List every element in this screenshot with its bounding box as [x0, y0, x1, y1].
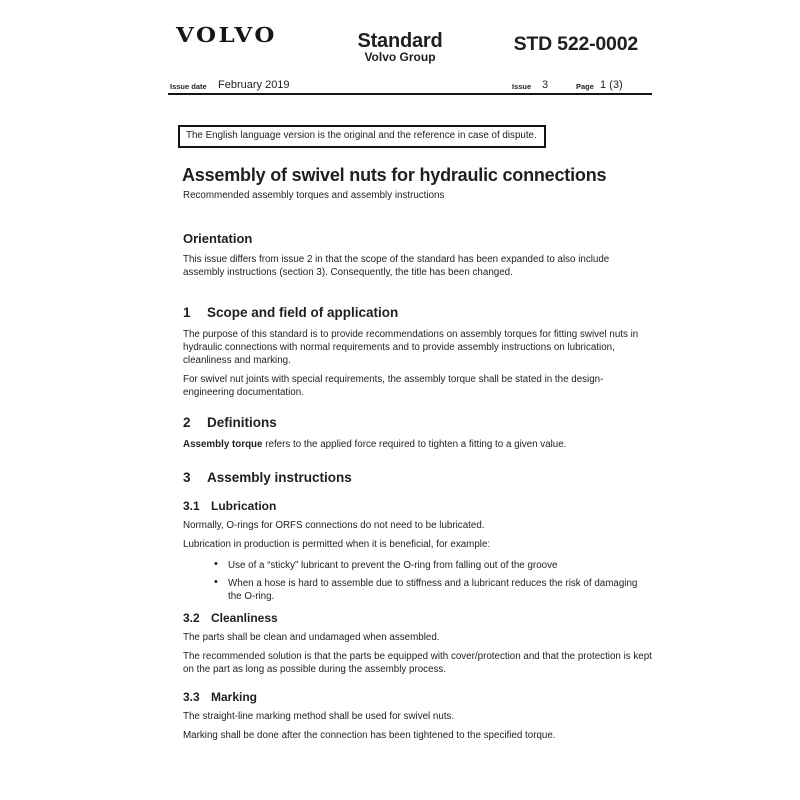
- section-2-title: Definitions: [207, 415, 277, 430]
- heading-section-3: [183, 470, 654, 486]
- document-title: Assembly of swivel nuts for hydraulic connections: [182, 165, 607, 185]
- section-3-number: 3: [183, 470, 191, 485]
- issue-date-label: Issue date: [170, 82, 207, 91]
- section-2-number: 2: [183, 415, 191, 430]
- heading-orientation: Orientation: [183, 231, 253, 246]
- section-1-number: 1: [183, 305, 191, 320]
- issue-row: [170, 79, 654, 91]
- section-2-definition: [183, 438, 652, 451]
- lubrication-bullet-list: [213, 559, 646, 603]
- notice-text: The English language version is the original and the reference in case of dispute.: [186, 130, 537, 141]
- section-3-2-paragraph-1: The parts shall be clean and undamaged when assembled.: [183, 632, 440, 643]
- heading-section-3-3: [183, 690, 654, 704]
- section-3-3-paragraph-1: The straight-line marking method shall be used for swivel nuts.: [183, 711, 455, 722]
- section-1-paragraph-2: For swivel nut joints with special requirements, the assembly torque shall be stated in the design-engineering documentation.: [183, 374, 604, 398]
- section-3-3-number: 3.3: [183, 690, 200, 704]
- page-label: Page: [576, 82, 594, 91]
- section-1-title: Scope and field of application: [207, 305, 399, 320]
- issue-date-value: February 2019: [218, 79, 290, 91]
- section-3-1-paragraph-2: Lubrication in production is permitted when it is beneficial, for example:: [183, 539, 491, 550]
- section-3-3-paragraph-2: Marking shall be done after the connection has been tightened to the specified torque.: [183, 730, 556, 741]
- section-3-2-number: 3.2: [183, 611, 200, 625]
- org-name: Volvo Group: [364, 50, 436, 64]
- section-1-paragraph-1: The purpose of this standard is to provide recommendations on assembly torques for fitting swivel nuts in hydraulic connections with normal requirements and to provide assembly instructions on lubrication, cleanliness and marking.: [183, 329, 639, 366]
- heading-section-3-2: [183, 611, 654, 625]
- issue-label: Issue: [512, 82, 532, 91]
- document-subtitle: Recommended assembly torques and assembly instructions: [183, 190, 445, 201]
- volvo-logo: VOLVO: [176, 23, 277, 48]
- section-3-1-title: Lubrication: [211, 499, 277, 513]
- heading-section-2: [183, 415, 654, 431]
- section-3-2-paragraph-2: The recommended solution is that the parts be equipped with cover/protection and that the protection is kept on the part as long as possible during the assembly process.: [183, 651, 652, 675]
- list-item: • When a hose is hard to assemble due to stiffness and a lubricant reduces the risk of damaging the O-ring.: [213, 577, 646, 603]
- document-content: [170, 0, 654, 742]
- section-3-3-title: Marking: [211, 690, 258, 704]
- issue-value: 3: [542, 79, 549, 91]
- document-masthead: [170, 25, 654, 65]
- definition-term: Assembly torque: [183, 439, 263, 450]
- notice-box: [178, 125, 546, 148]
- page-value: 1 (3): [600, 79, 623, 91]
- orientation-paragraph: This issue differs from issue 2 in that the scope of the standard has been expanded to also include assembly instructions (section 3). Consequently, the title has been changed.: [183, 254, 610, 278]
- list-item: • Use of a “sticky” lubricant to prevent the O-ring from falling out of the groove: [213, 559, 646, 572]
- doc-type-block: [343, 31, 457, 64]
- doc-type: Standard: [357, 30, 443, 52]
- header-rule: [168, 93, 652, 95]
- heading-section-1: [183, 305, 654, 321]
- section-3-2-title: Cleanliness: [211, 611, 278, 625]
- definition-text: refers to the applied force required to tighten a fitting to a given value.: [265, 439, 567, 450]
- doc-number: STD 522-0002: [513, 33, 638, 55]
- heading-section-3-1: [183, 499, 654, 513]
- section-3-title: Assembly instructions: [207, 470, 352, 485]
- section-3-1-paragraph-1: Normally, O-rings for ORFS connections do not need to be lubricated.: [183, 520, 485, 531]
- section-3-1-number: 3.1: [183, 499, 200, 513]
